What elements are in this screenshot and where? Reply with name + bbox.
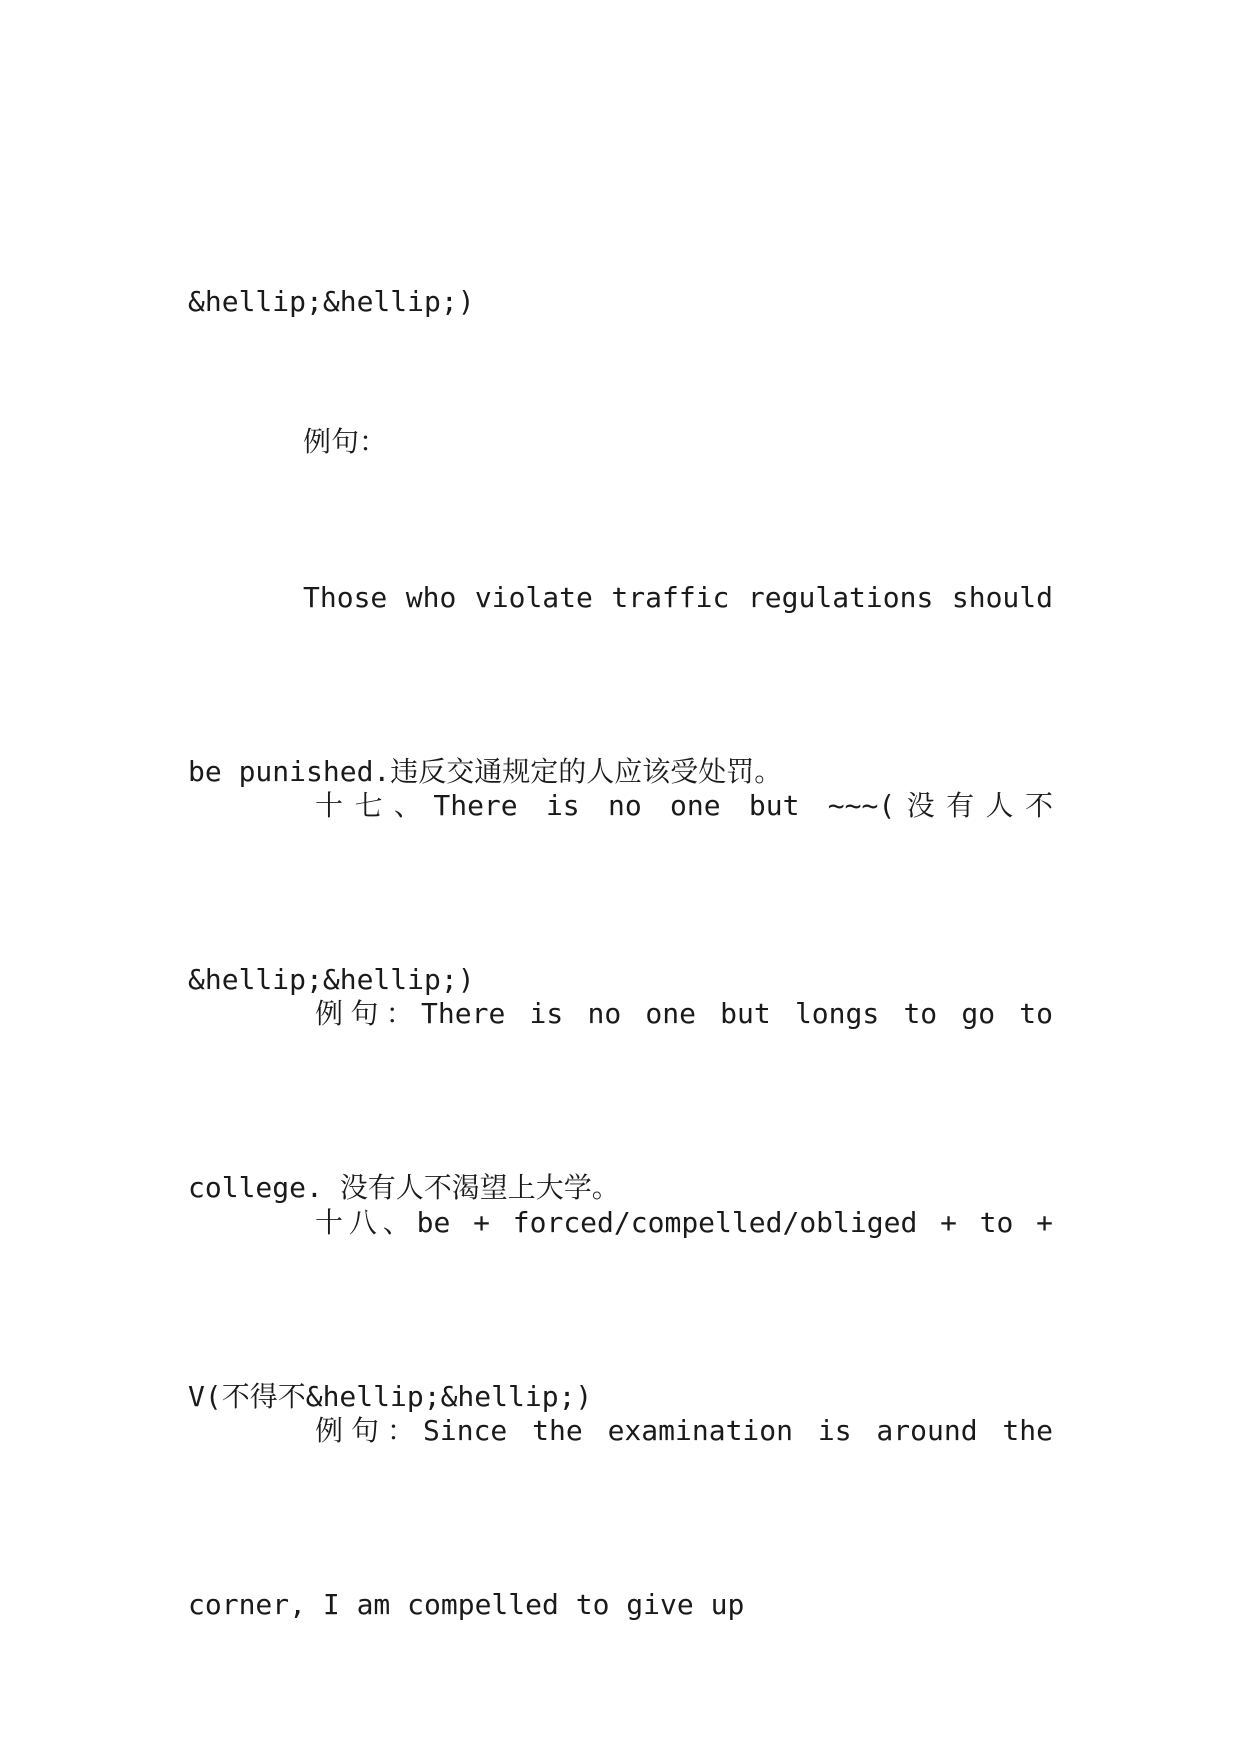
text-line: Those who violate traffic regulations should	[303, 581, 1053, 614]
example-sentence-examination	[188, 1286, 1053, 1750]
text-line: V(不得不&hellip;&hellip;)	[188, 1380, 593, 1413]
text-line: 例句：There is no one but longs to go to	[315, 997, 1053, 1030]
text-line: 十八、be + forced/compelled/obliged + to +	[315, 1206, 1053, 1239]
text-line: 例句：Since the examination is around the	[315, 1414, 1053, 1447]
text-line: corner, I am compelled to give up	[188, 1588, 745, 1621]
text-line: 十七、There is no one but ~~~(没有人不	[315, 789, 1053, 822]
text-line: be punished.违反交通规定的人应该受处罚。	[188, 755, 783, 788]
text-line: &hellip;&hellip;)	[188, 285, 475, 318]
text-line: &hellip;&hellip;)	[188, 963, 475, 996]
text-line: 例句：	[303, 425, 388, 458]
text-line: college. 没有人不渴望上大学。	[188, 1171, 620, 1204]
